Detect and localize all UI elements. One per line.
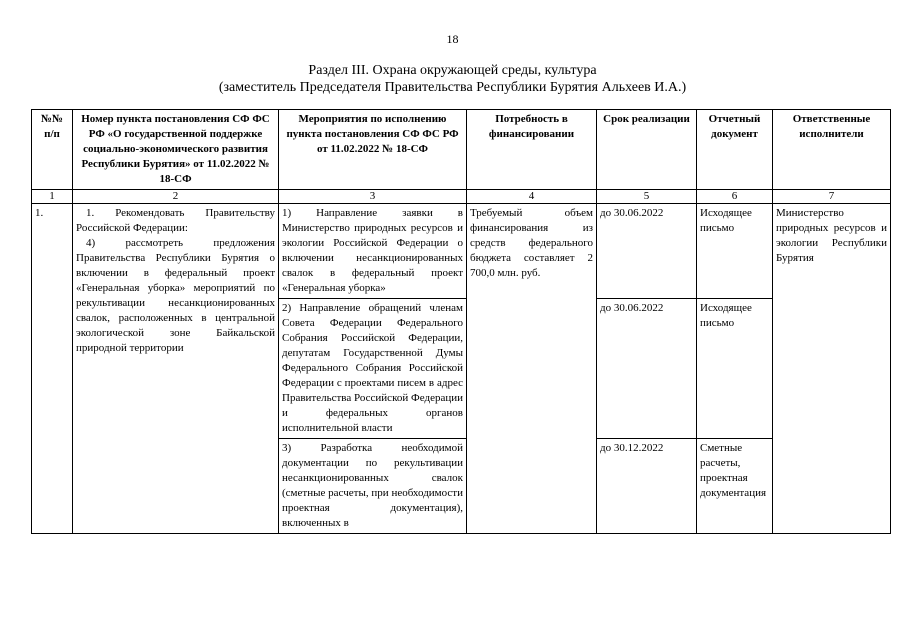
section-title: Раздел III. Охрана окружающей среды, культура — [308, 63, 597, 78]
column-number: 2 — [73, 190, 279, 204]
header-measures: Мероприятия по исполнению пункта постановления СФ ФС РФ от 11.02.2022 № 18-СФ — [279, 110, 467, 190]
column-number: 5 — [597, 190, 697, 204]
measure-deadline: до 30.06.2022 — [597, 299, 697, 439]
measure-text: 2) Направление обращений членам Совета Федерации Федерального Собрания Российской Федерации, депутатам Государственной Думы Федерального Собрания Российской Федерации с проектами писем в адрес Правительства Российской Федерации и федеральных органов исполнительной власти — [279, 299, 467, 439]
header-deadline: Срок реализации — [597, 110, 697, 190]
column-number: 6 — [697, 190, 773, 204]
measure-deadline: до 30.12.2022 — [597, 439, 697, 534]
page-number: 18 — [446, 32, 459, 46]
row-number: 1. — [32, 204, 73, 534]
column-number: 7 — [773, 190, 891, 204]
header-point: Номер пункта постановления СФ ФС РФ «О государственной поддержке социально-экономического развития Республики Бурятия» от 11.02.2022 № 18-СФ — [73, 110, 279, 190]
measure-deadline: до 30.06.2022 — [597, 204, 697, 299]
section-subtitle: (заместитель Председателя Правительства Республики Бурятия Альхеев И.А.) — [218, 80, 687, 95]
resolution-point — [73, 204, 279, 534]
column-number: 3 — [279, 190, 467, 204]
header-financing: Потребность в финансировании — [467, 110, 597, 190]
header-executors: Ответственные исполнители — [773, 110, 891, 190]
point-subitem: 4) рассмотреть предложения Правительства Республики Бурятия о включении в федеральный проект «Генеральная уборка» мероприятий по рекультивации несанкционированных свалок, расположенных в центральной экологической зоне Байкальской природной территории — [76, 237, 275, 354]
point-recommendation: 1. Рекомендовать Правительству Российской Федерации: — [76, 207, 275, 234]
column-number-row — [32, 190, 891, 204]
measure-document: Исходящее письмо — [697, 204, 773, 299]
header-document: Отчетный документ — [697, 110, 773, 190]
responsible-executors: Министерство природных ресурсов и экологии Республики Бурятия — [773, 204, 891, 534]
financing-need: Требуемый объем финансирования из средств федерального бюджета составляет 2 700,0 млн. руб. — [467, 204, 597, 534]
measure-text: 3) Разработка необходимой документации по рекультивации несанкционированных свалок (сметные расчеты, при необходимости проектная документация), включенных в — [279, 439, 467, 534]
measure-document: Исходящее письмо — [697, 299, 773, 439]
measures-table — [31, 109, 891, 534]
section-heading — [0, 62, 905, 96]
measure-document: Сметные расчеты, проектная документация — [697, 439, 773, 534]
column-number: 1 — [32, 190, 73, 204]
header-row — [32, 110, 891, 190]
measure-text: 1) Направление заявки в Министерство природных ресурсов и экологии Российской Федерации о включении несанкционированных свалок в федеральный проект «Генеральная уборка» — [279, 204, 467, 299]
column-number: 4 — [467, 190, 597, 204]
table-row — [32, 204, 891, 299]
header-num: №№ п/п — [32, 110, 73, 190]
